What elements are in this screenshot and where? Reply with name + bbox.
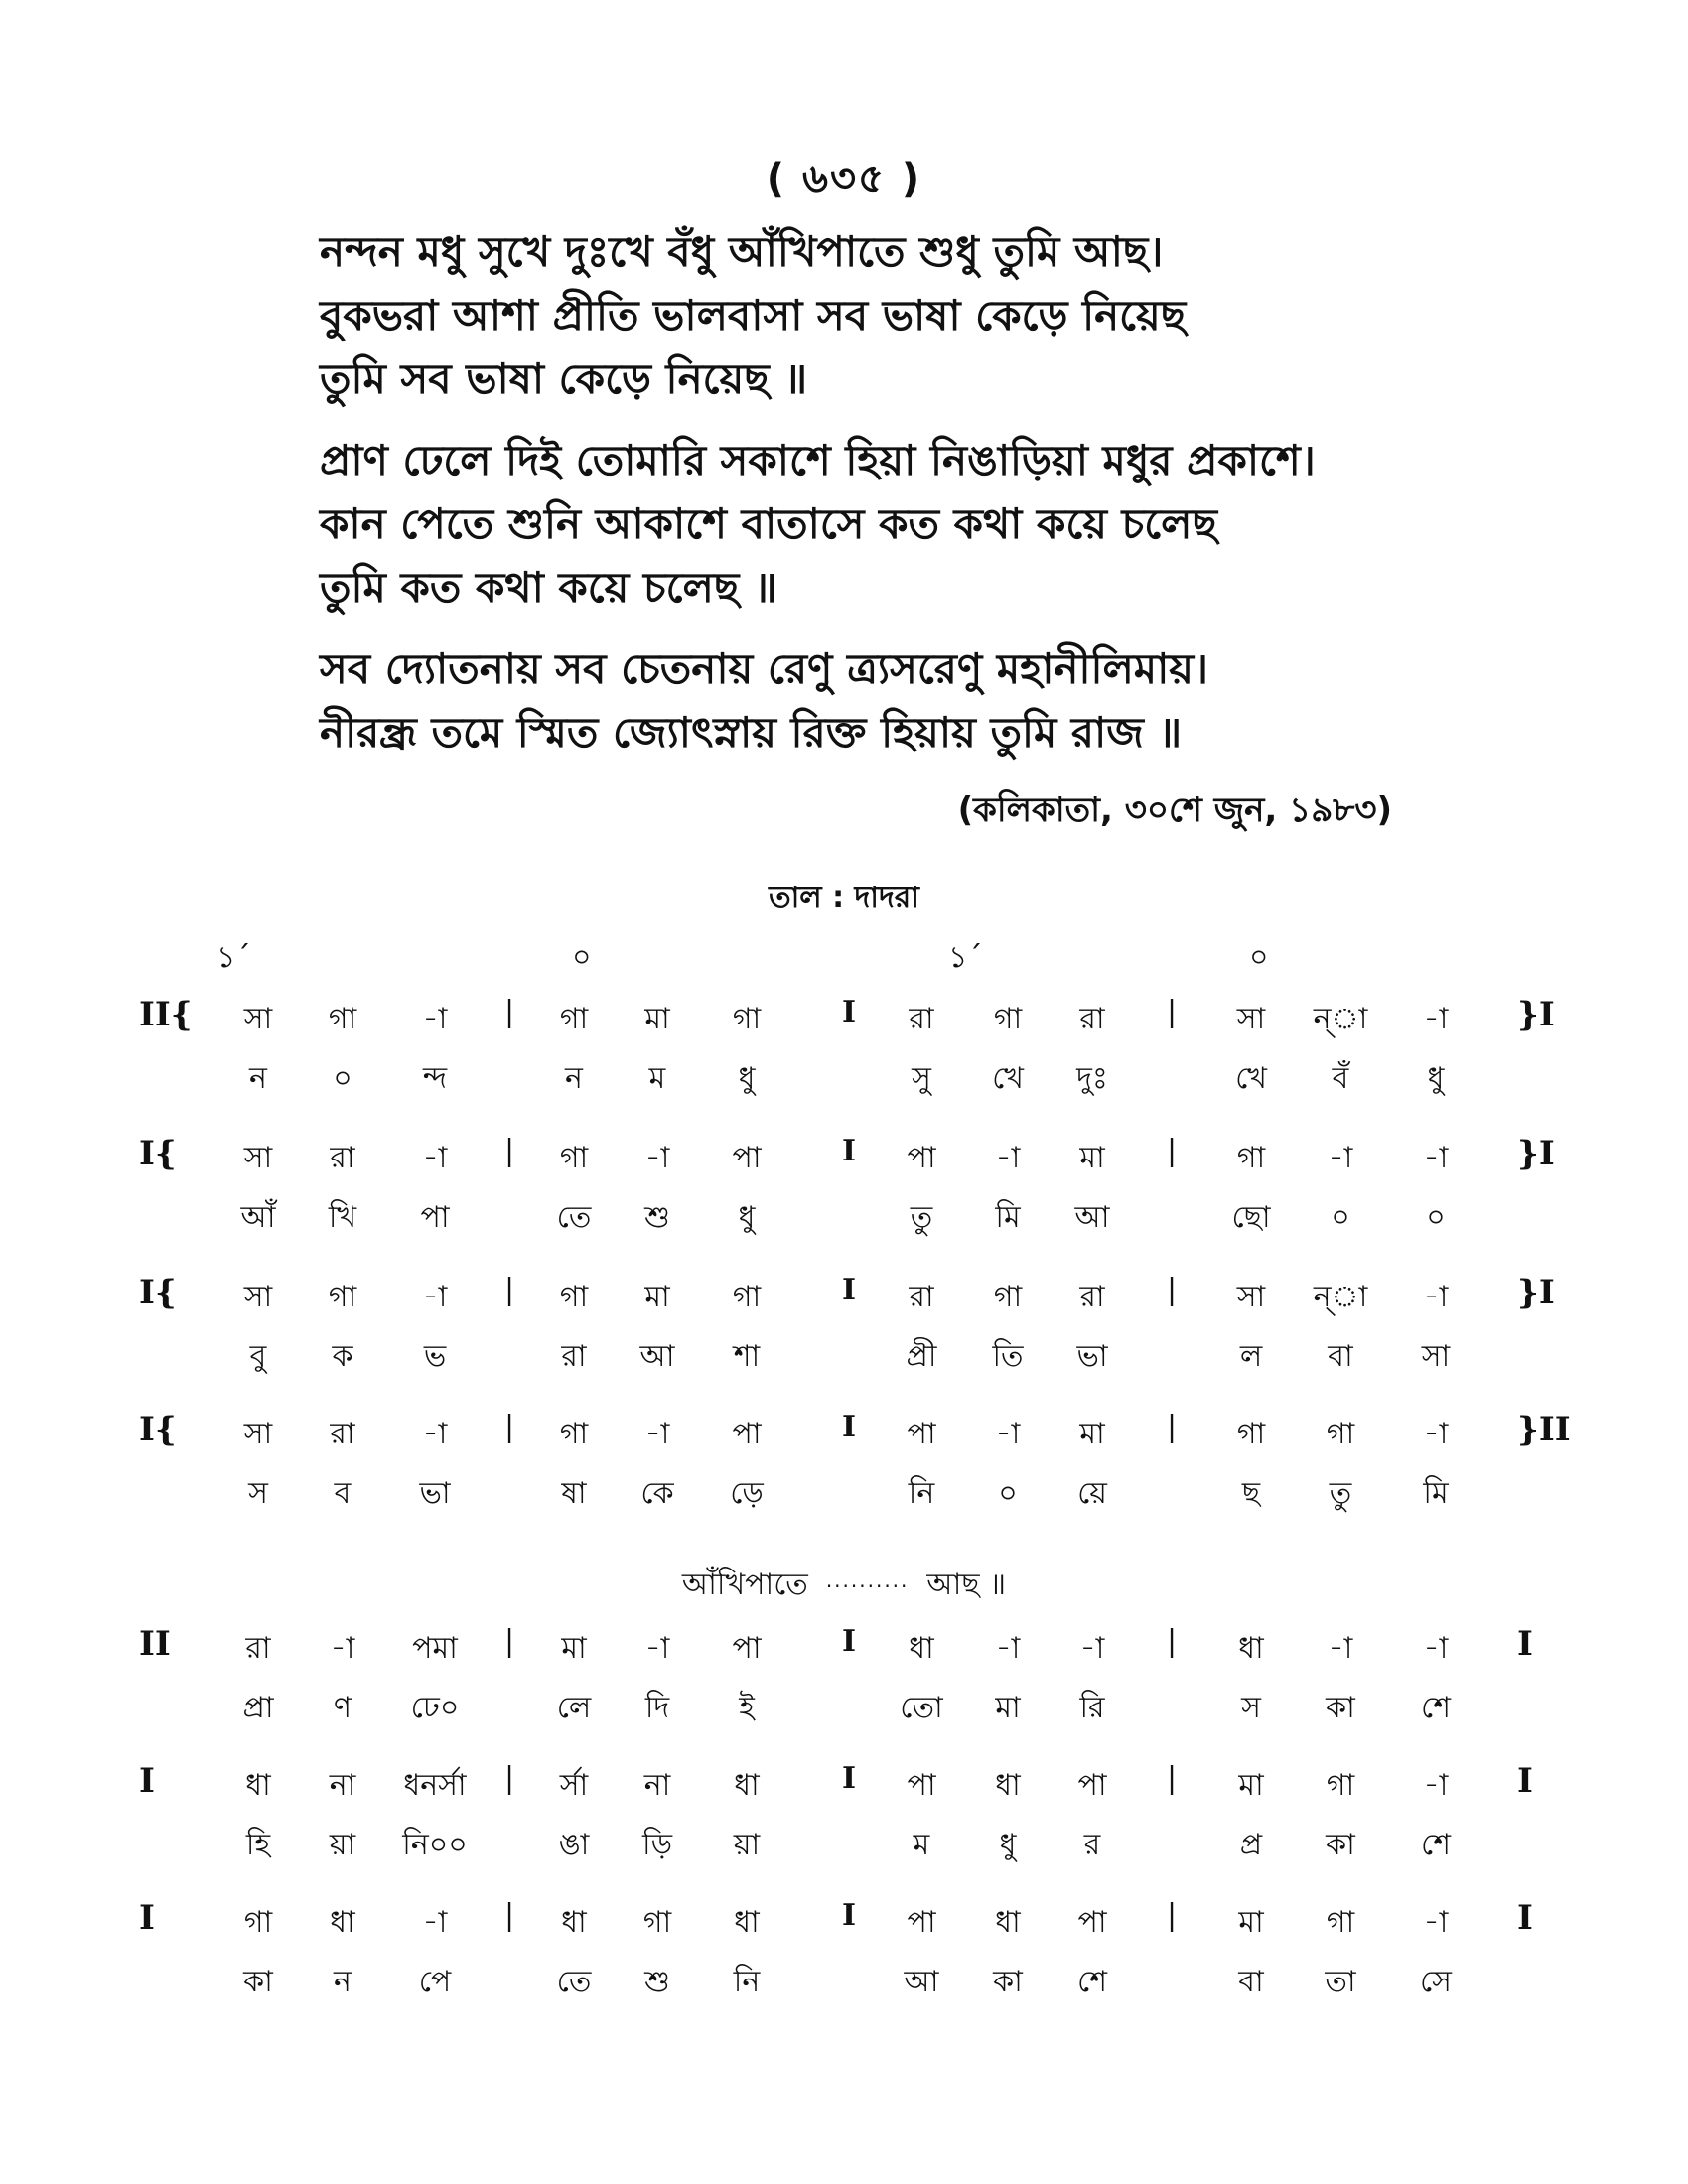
bani-syllable: ধু xyxy=(738,1200,756,1235)
swara-note: রা xyxy=(330,1141,355,1175)
bani-syllable: শা xyxy=(733,1339,761,1374)
bani-syllable: সু xyxy=(912,1061,931,1096)
bani-syllable: নি০০ xyxy=(402,1828,468,1862)
lyric-line: তুমি সব ভাষা কেড়ে নিয়েছ ॥ xyxy=(320,354,808,403)
bani-syllable: ব xyxy=(334,1476,352,1511)
bani-syllable: ন xyxy=(249,1061,267,1096)
bani-syllable: ষা xyxy=(561,1476,587,1511)
swara-note: র্সা xyxy=(559,1768,589,1803)
bani-syllable: নি xyxy=(908,1476,935,1511)
bani-syllable: ণ xyxy=(333,1691,352,1725)
swara-note: -া xyxy=(422,1905,448,1940)
swara-note: গা xyxy=(732,1002,762,1036)
swara-note: -া xyxy=(644,1417,670,1451)
swara-note: মা xyxy=(561,1631,587,1666)
swara-note: সা xyxy=(243,1002,273,1036)
bani-syllable: রা xyxy=(561,1339,587,1374)
swara-note: -া xyxy=(330,1631,355,1666)
swara-row xyxy=(0,995,1688,1042)
swara-note: সা xyxy=(1236,1002,1266,1036)
swara-note: সা xyxy=(243,1417,273,1451)
bani-syllable: বঁ xyxy=(1332,1061,1349,1096)
lyrics-stanza-1 xyxy=(320,220,1491,411)
swara-note: রা xyxy=(1079,1002,1105,1036)
beat-markers xyxy=(0,933,1688,973)
bar-open: II xyxy=(139,1624,171,1664)
swara-note: পা xyxy=(907,1905,936,1940)
bani-syllable: তু xyxy=(910,1200,933,1235)
swara-note: ধনর্সা xyxy=(403,1768,467,1803)
swara-note: -া xyxy=(422,1417,448,1451)
swara-row xyxy=(0,1898,1688,1946)
bani-syllable: শু xyxy=(644,1200,670,1235)
swara-note: রা xyxy=(330,1417,355,1451)
bar-divider-major: I xyxy=(841,1761,857,1796)
bani-syllable: য়ে xyxy=(1077,1476,1107,1511)
swara-note: মা xyxy=(644,1280,670,1314)
bani-syllable: ০ xyxy=(1426,1200,1446,1235)
swara-note: -া xyxy=(644,1631,670,1666)
page-number: ( ৬৩৫ ) xyxy=(766,156,922,202)
swara-note: -া xyxy=(995,1631,1021,1666)
swara-note: গা xyxy=(1326,1417,1355,1451)
bani-syllable: স xyxy=(248,1476,268,1511)
bani-syllable: মি xyxy=(995,1200,1021,1235)
swara-note: ন্া xyxy=(1313,1280,1368,1314)
bani-syllable: য়া xyxy=(733,1828,761,1862)
bar-close: I xyxy=(1517,1761,1533,1801)
swara-note: পমা xyxy=(412,1631,458,1666)
bani-syllable: তি xyxy=(992,1339,1024,1374)
repeat-note-start: আঁখিপাতে xyxy=(681,1568,808,1602)
lyrics-stanza-3 xyxy=(320,637,1491,764)
swara-note: -া xyxy=(1423,1768,1449,1803)
lyric-line: নন্দন মধু সুখে দুঃখে বঁধু আঁখিপাতে শুধু তুমি আছ। xyxy=(320,227,1164,276)
swara-note: -া xyxy=(995,1141,1021,1175)
swara-note: গা xyxy=(328,1002,357,1036)
bani-syllable: সে xyxy=(1420,1965,1452,1999)
swara-note: গা xyxy=(1236,1141,1266,1175)
swara-note: গা xyxy=(1236,1417,1266,1451)
bar-divider: | xyxy=(503,1761,515,1796)
bani-syllable: আঁ xyxy=(240,1200,276,1235)
lyric-line: বুকভরা আশা প্রীতি ভালবাসা সব ভাষা কেড়ে নিয়েছ xyxy=(320,291,1187,340)
bani-syllable: ছ xyxy=(1241,1476,1261,1511)
bar-divider: | xyxy=(1166,1134,1178,1168)
bani-syllable: শে xyxy=(1077,1965,1107,1999)
swara-note: গা xyxy=(559,1002,589,1036)
bani-syllable: পে xyxy=(418,1965,452,1999)
bar-close: }I xyxy=(1517,1134,1555,1173)
bar-divider-major: I xyxy=(841,1134,857,1168)
swara-note: পা xyxy=(907,1417,936,1451)
lyric-line: কান পেতে শুনি আকাশে বাতাসে কত কথা কয়ে চলেছ xyxy=(320,499,1217,548)
swara-note: পা xyxy=(907,1768,936,1803)
swara-row xyxy=(0,1273,1688,1320)
bani-syllable: প্রী xyxy=(906,1339,937,1374)
bar-divider: | xyxy=(503,1624,515,1659)
swara-note: -া xyxy=(422,1141,448,1175)
beat-marker: ০ xyxy=(572,940,592,975)
bani-syllable: তা xyxy=(1325,1965,1356,1999)
swara-note: -া xyxy=(1423,1280,1449,1314)
bani-syllable: তে xyxy=(556,1965,592,1999)
bar-close: }I xyxy=(1517,1273,1555,1312)
swara-note: গা xyxy=(328,1280,357,1314)
swara-note: মা xyxy=(1079,1141,1105,1175)
bani-row xyxy=(0,1821,1688,1868)
bani-syllable: ন xyxy=(334,1965,352,1999)
bani-syllable: মি xyxy=(1423,1476,1449,1511)
beat-marker: ১´ xyxy=(948,940,983,975)
bani-syllable: য়া xyxy=(329,1828,356,1862)
bani-syllable: ঙা xyxy=(558,1828,590,1862)
swara-note: -া xyxy=(1423,1417,1449,1451)
bar-divider: | xyxy=(503,1134,515,1168)
swara-note: -া xyxy=(644,1141,670,1175)
bani-syllable: নি xyxy=(733,1965,761,1999)
bar-divider-major: I xyxy=(841,1898,857,1933)
swara-row xyxy=(0,1410,1688,1457)
bar-close: I xyxy=(1517,1624,1533,1664)
swara-note: না xyxy=(643,1768,671,1803)
bar-divider: | xyxy=(1166,995,1178,1029)
bar-divider: | xyxy=(1166,1273,1178,1307)
swara-note: ধা xyxy=(734,1905,760,1940)
swara-note: ধা xyxy=(1238,1631,1264,1666)
swara-note: গা xyxy=(559,1280,589,1314)
lyrics-stanza-2 xyxy=(320,429,1491,619)
swara-note: -া xyxy=(1423,1141,1449,1175)
bani-syllable: খি xyxy=(328,1200,357,1235)
bani-syllable: মা xyxy=(995,1691,1021,1725)
bar-divider: | xyxy=(1166,1624,1178,1659)
lyric-line: তুমি কত কথা কয়ে চলেছ ॥ xyxy=(320,563,777,612)
swara-note: গা xyxy=(243,1905,273,1940)
bani-syllable: ছো xyxy=(1231,1200,1271,1235)
bani-row xyxy=(0,1684,1688,1731)
swara-note: মা xyxy=(644,1002,670,1036)
swara-note: গা xyxy=(1326,1905,1355,1940)
bani-syllable: আ xyxy=(904,1965,939,1999)
bar-divider-major: I xyxy=(841,995,857,1029)
bar-open: I{ xyxy=(139,1273,177,1312)
swara-note: ধা xyxy=(561,1905,587,1940)
bani-syllable: ধু xyxy=(738,1061,756,1096)
swara-note: -া xyxy=(1328,1631,1353,1666)
swara-note: না xyxy=(329,1768,356,1803)
swara-note: পা xyxy=(1077,1905,1107,1940)
bani-syllable: ম xyxy=(648,1061,666,1096)
swara-note: পা xyxy=(732,1631,762,1666)
swara-note: রা xyxy=(245,1631,271,1666)
swara-row xyxy=(0,1624,1688,1672)
bani-syllable: কা xyxy=(1326,1828,1355,1862)
bar-divider: | xyxy=(1166,1410,1178,1444)
bani-syllable: ই xyxy=(739,1691,755,1725)
swara-note: ধা xyxy=(995,1905,1021,1940)
bani-syllable: ভা xyxy=(1076,1339,1108,1374)
bani-syllable: ড়ে xyxy=(730,1476,764,1511)
dateline: (কলিকাতা, ৩০শে জুন, ১৯৮৩) xyxy=(957,790,1392,830)
swara-note: -া xyxy=(1423,1002,1449,1036)
bani-syllable: ভ xyxy=(423,1339,447,1374)
bani-syllable: বা xyxy=(1328,1339,1353,1374)
swara-note: -া xyxy=(1328,1141,1353,1175)
swara-note: গা xyxy=(559,1417,589,1451)
bani-syllable: খে xyxy=(992,1061,1024,1096)
swara-note: -া xyxy=(1423,1905,1449,1940)
swara-note: -া xyxy=(1423,1631,1449,1666)
bani-syllable: তো xyxy=(900,1691,943,1725)
bani-syllable: ধু xyxy=(999,1828,1017,1862)
bar-open: I{ xyxy=(139,1134,177,1173)
bani-syllable: তে xyxy=(556,1200,592,1235)
repeat-note-dots: ·········· xyxy=(825,1573,910,1598)
bani-syllable: দুঃ xyxy=(1076,1061,1108,1096)
swara-row xyxy=(0,1134,1688,1181)
bani-row xyxy=(0,1958,1688,2005)
swara-note: -া xyxy=(1079,1631,1105,1666)
bani-syllable: ক xyxy=(332,1339,353,1374)
swara-note: মা xyxy=(1079,1417,1105,1451)
bani-syllable: কে xyxy=(640,1476,674,1511)
swara-note: ধা xyxy=(734,1768,760,1803)
swara-note: মা xyxy=(1238,1768,1264,1803)
bar-divider: | xyxy=(503,1410,515,1444)
bani-syllable: ধু xyxy=(1427,1061,1445,1096)
swara-note: ধা xyxy=(330,1905,355,1940)
bani-syllable: ০ xyxy=(333,1061,352,1096)
swara-note: গা xyxy=(732,1280,762,1314)
bani-row xyxy=(0,1054,1688,1102)
repeat-note xyxy=(0,1561,1688,1611)
bani-syllable: ল xyxy=(1239,1339,1263,1374)
bani-syllable: শে xyxy=(1421,1691,1451,1725)
bani-syllable: ০ xyxy=(998,1476,1018,1511)
swara-note: গা xyxy=(993,1280,1023,1314)
swara-note: রা xyxy=(1079,1280,1105,1314)
swara-note: রা xyxy=(909,1280,934,1314)
bani-syllable: বা xyxy=(1238,1965,1264,1999)
swara-note: -া xyxy=(995,1417,1021,1451)
bar-open: II{ xyxy=(139,995,193,1034)
bani-syllable: ম xyxy=(913,1828,930,1862)
bani-syllable: প্রা xyxy=(242,1691,274,1725)
bar-open: I{ xyxy=(139,1410,177,1449)
swara-note: ন্া xyxy=(1313,1002,1368,1036)
bani-syllable: র xyxy=(1083,1828,1101,1862)
bani-syllable: কা xyxy=(243,1965,273,1999)
swara-note: ধা xyxy=(909,1631,934,1666)
bani-syllable: কা xyxy=(1326,1691,1355,1725)
bar-open: I xyxy=(139,1898,155,1938)
bani-syllable: আ xyxy=(639,1339,675,1374)
swara-note: পা xyxy=(1077,1768,1107,1803)
swara-note: গা xyxy=(1326,1768,1355,1803)
swara-note: সা xyxy=(1236,1280,1266,1314)
bar-divider: | xyxy=(503,1273,515,1307)
bar-divider: | xyxy=(1166,1761,1178,1796)
bani-syllable: আ xyxy=(1074,1200,1110,1235)
bar-divider: | xyxy=(1166,1898,1178,1933)
bar-close: }I xyxy=(1517,995,1555,1034)
swara-note: পা xyxy=(907,1141,936,1175)
repeat-note-end: আছ ॥ xyxy=(926,1568,1007,1602)
bani-syllable: ভা xyxy=(419,1476,451,1511)
bar-divider-major: I xyxy=(841,1273,857,1307)
bani-syllable: স xyxy=(1241,1691,1261,1725)
bani-syllable: লে xyxy=(556,1691,592,1725)
swara-note: সা xyxy=(243,1280,273,1314)
bani-syllable: ন্দ xyxy=(422,1061,448,1096)
bani-syllable: কা xyxy=(993,1965,1023,1999)
bani-syllable: ন xyxy=(565,1061,583,1096)
swara-note: ধা xyxy=(995,1768,1021,1803)
swara-note: গা xyxy=(642,1905,672,1940)
bar-divider: | xyxy=(503,1898,515,1933)
tala-heading: তাল : দাদরা xyxy=(769,881,919,915)
bar-divider-major: I xyxy=(841,1410,857,1444)
lyric-line: নীরন্ধ্র তমে স্মিত জ্যোৎস্নায় রিক্ত হিয়ায় তুমি রাজ ॥ xyxy=(320,708,1183,756)
swara-note: রা xyxy=(909,1002,934,1036)
beat-marker: ১´ xyxy=(216,940,251,975)
bani-syllable: ০ xyxy=(1331,1200,1350,1235)
bar-close: I xyxy=(1517,1898,1533,1938)
bani-syllable: ঢে০ xyxy=(410,1691,460,1725)
bani-syllable: বু xyxy=(249,1339,267,1374)
bar-close: }II xyxy=(1517,1410,1571,1449)
swara-note: -া xyxy=(422,1280,448,1314)
swara-note: মা xyxy=(1238,1905,1264,1940)
bani-syllable: দি xyxy=(644,1691,670,1725)
bani-syllable: ড়ি xyxy=(641,1828,672,1862)
swara-note: সা xyxy=(243,1141,273,1175)
beat-marker: ০ xyxy=(1249,940,1269,975)
lyric-line: প্রাণ ঢেলে দিই তোমারি সকাশে হিয়া নিঙাড়িয়া মধুর প্রকাশে। xyxy=(320,436,1316,484)
bani-syllable: পা xyxy=(420,1200,450,1235)
bani-row xyxy=(0,1193,1688,1241)
bani-syllable: হি xyxy=(245,1828,271,1862)
swara-note: ধা xyxy=(245,1768,271,1803)
bani-syllable: রি xyxy=(1079,1691,1105,1725)
swara-note: গা xyxy=(993,1002,1023,1036)
bani-row xyxy=(0,1469,1688,1517)
swara-note: -া xyxy=(422,1002,448,1036)
bani-syllable: তু xyxy=(1329,1476,1352,1511)
bar-divider-major: I xyxy=(841,1624,857,1659)
bani-syllable: খে xyxy=(1235,1061,1267,1096)
bar-open: I xyxy=(139,1761,155,1801)
swara-note: পা xyxy=(732,1417,762,1451)
bani-syllable: শু xyxy=(644,1965,670,1999)
bar-divider: | xyxy=(503,995,515,1029)
bani-syllable: প্র xyxy=(1239,1828,1263,1862)
lyric-line: সব দ্যোতনায় সব চেতনায় রেণু ত্র্যসরেণু মহানীলিমায়। xyxy=(320,644,1209,693)
swara-note: পা xyxy=(732,1141,762,1175)
swara-note: গা xyxy=(559,1141,589,1175)
bani-syllable: সা xyxy=(1421,1339,1451,1374)
swara-row xyxy=(0,1761,1688,1809)
bani-syllable: শে xyxy=(1421,1828,1451,1862)
bani-row xyxy=(0,1332,1688,1380)
